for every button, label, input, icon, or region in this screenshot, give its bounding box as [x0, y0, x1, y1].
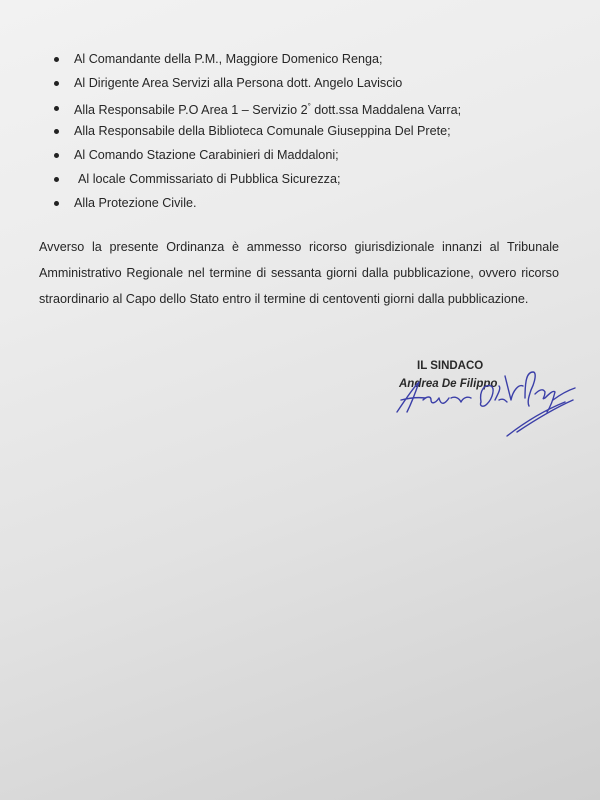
recipient-item [50, 143, 461, 167]
signature-block [395, 360, 595, 440]
bullet-icon [54, 153, 59, 158]
paragraph-line: Amministrativo Regionale nel termine di sessanta giorni dalla pubblicazione, ovvero ricorso [39, 266, 559, 280]
recipient-item [50, 191, 461, 215]
signatory-name: Andrea De Filippo [399, 378, 498, 390]
signatory-title: IL SINDACO [417, 360, 484, 372]
recipient-item [50, 47, 461, 71]
recipient-list [50, 47, 461, 215]
recipient-text-rest: dott.ssa Maddalena Varra; [310, 103, 462, 117]
recipient-text: Al locale Commissariato di Pubblica Sicurezza; [78, 172, 341, 186]
recipient-item [50, 167, 461, 191]
recipient-text: Al Comandante della P.M., Maggiore Domenico Renga; [74, 52, 383, 66]
degree-superscript: ° [307, 102, 311, 111]
bullet-icon [54, 81, 59, 86]
appeal-notice-paragraph [39, 234, 559, 312]
recipient-text: Alla Responsabile della Biblioteca Comunale Giuseppina Del Prete; [74, 124, 451, 138]
recipient-text: Alla Protezione Civile. [74, 196, 197, 210]
bullet-icon [54, 201, 59, 206]
recipient-text [74, 103, 461, 117]
handwritten-signature [395, 360, 595, 440]
bullet-icon [54, 106, 59, 111]
paragraph-line: Avverso la presente Ordinanza è ammesso ricorso giurisdizionale innanzi al Tribunale [39, 240, 559, 254]
bullet-icon [54, 177, 59, 182]
recipient-item [50, 71, 461, 95]
recipient-item [50, 95, 461, 119]
paragraph-line: straordinario al Capo dello Stato entro il termine di centoventi giorni dalla pubblicazione. [39, 292, 529, 306]
recipient-text: Al Dirigente Area Servizi alla Persona dott. Angelo Laviscio [74, 76, 403, 90]
bullet-icon [54, 57, 59, 62]
recipient-text: Al Comando Stazione Carabinieri di Maddaloni; [74, 148, 339, 162]
recipient-text-main: Alla Responsabile P.O Area 1 – Servizio 2 [74, 103, 308, 117]
recipient-item [50, 119, 461, 143]
bullet-icon [54, 129, 59, 134]
